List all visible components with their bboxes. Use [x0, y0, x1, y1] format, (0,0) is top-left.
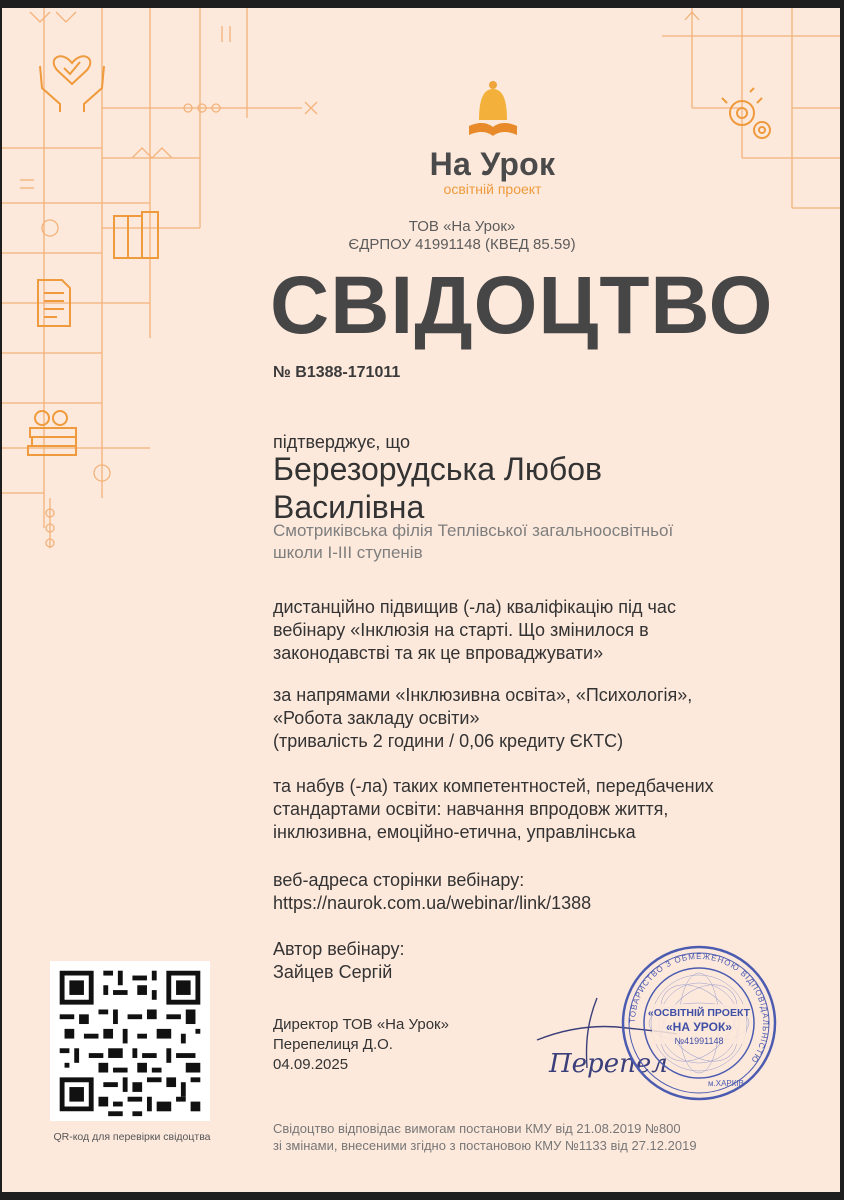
author-name: Зайцев Сергій [273, 962, 393, 982]
recipient-name [273, 450, 793, 526]
competences-line3: інклюзивна, емоційно-етична, управлінська [273, 822, 636, 842]
gears-icon [722, 88, 770, 138]
qualification-line3: законодавстві та як це впроваджувати» [273, 643, 604, 663]
stamp-center-line2: «НА УРОК» [666, 1020, 732, 1034]
stamp-outer-text: ТОВАРИСТВО З ОБМЕЖЕНОЮ ВІДПОВІДАЛЬНІСТЮ [627, 951, 771, 1065]
document-title: СВІДОЦТВО [270, 260, 774, 351]
folders-icon [114, 212, 158, 258]
logo [420, 80, 565, 197]
stamp-center-line1: «ОСВІТНІЙ ПРОЕКТ [647, 1007, 751, 1019]
company-name: ТОВ «На Урок» [408, 218, 516, 235]
webinar-link[interactable]: https://naurok.com.ua/webinar/link/1388 [273, 893, 592, 913]
heart-hands-icon [40, 56, 104, 112]
qualification-line2: вебінару «Інклюзія на старті. Що змінилося в [273, 620, 649, 640]
legal-line2: зі змінами, внесеними згідно з постановою КМУ №1133 від 27.12.2019 [273, 1138, 697, 1153]
qualification-line1: дистанційно підвищив (-ла) кваліфікацію під час [273, 597, 676, 617]
directions-line1: за напрямами «Інклюзивна освіта», «Психологія», [273, 685, 693, 705]
school-line2: школи І-ІІІ ступенів [273, 543, 423, 562]
directions-line3: (тривалість 2 години / 0,06 кредиту ЄКТС) [273, 731, 624, 751]
company-registry: ЄДРПОУ 41991148 (КВЕД 85.59) [348, 236, 576, 253]
certificate-page [2, 8, 840, 1192]
qr-code-icon [50, 961, 210, 1121]
company-stamp [614, 938, 784, 1108]
directions-line2: «Робота закладу освіти» [273, 708, 480, 728]
stamp-code: №41991148 [674, 1036, 724, 1046]
competences-line1: та набув (-ла) таких компетентностей, передбачених [273, 776, 714, 796]
legal-line1: Свідоцтво відповідає вимогам постанови КМУ від 21.08.2019 №800 [273, 1121, 681, 1136]
qr-code[interactable] [50, 961, 210, 1121]
school-line1: Смотриківська філія Теплівської загальноосвітньої [273, 521, 674, 540]
qr-caption: QR-код для перевірки свідоцтва [53, 1131, 211, 1143]
bell-book-icon [466, 80, 520, 140]
competences-text [273, 775, 793, 844]
stamp-city: м.ХАРКІВ [708, 1079, 744, 1088]
author-label: Автор вебінару: [273, 939, 405, 959]
brand-subtitle: освітній проект [443, 181, 542, 197]
recipient-name-line1: Березорудська Любов [273, 451, 603, 487]
signature-text: Перепел [549, 1049, 668, 1078]
recipient-name-line2: Василівна [273, 489, 425, 525]
director-label: Директор ТОВ «На Урок» [273, 1016, 449, 1033]
director-name: Перепелиця Д.О. [273, 1036, 393, 1053]
directions-text [273, 684, 793, 753]
webinar-address-label: веб-адреса сторінки вебінару: [273, 870, 525, 890]
certificate-number: № В1388-171011 [273, 364, 401, 381]
webinar-address [273, 869, 793, 915]
brand-name: На Урок [429, 146, 556, 182]
issue-date: 04.09.2025 [273, 1056, 349, 1073]
legal-note [273, 1120, 793, 1154]
company-info [302, 218, 622, 254]
school-name [273, 520, 773, 564]
qualification-text [273, 596, 793, 665]
confirms-text: підтверджує, що [273, 432, 411, 452]
competences-line2: стандартами освіти: навчання впродовж життя, [273, 799, 669, 819]
